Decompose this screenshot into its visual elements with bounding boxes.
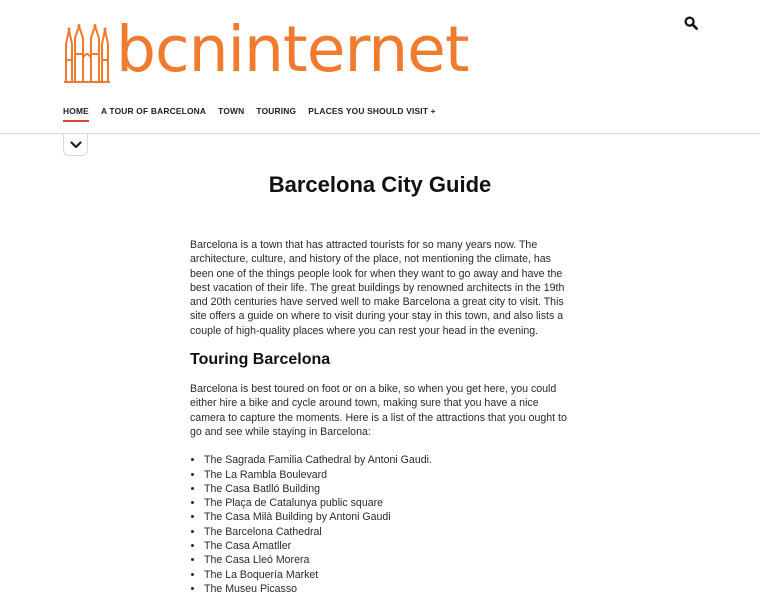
nav-item-places-you-should-visit[interactable]: PLACES YOU SHOULD VISIT +: [308, 106, 436, 116]
list-item: • The Casa Batlló Building: [204, 482, 570, 496]
header-divider: [0, 133, 760, 134]
search-icon: [684, 16, 698, 30]
list-item: • The Barcelona Cathedral: [204, 525, 570, 539]
main-nav: [63, 106, 436, 122]
list-item: • The Sagrada Familia Cathedral by Antoni Gaudi.: [204, 453, 570, 467]
chevron-down-icon: [70, 141, 82, 149]
nav-item-a-tour-of-barcelona[interactable]: A TOUR OF BARCELONA: [100, 106, 207, 116]
sagrada-familia-icon: [62, 24, 112, 84]
nav-item-home[interactable]: HOME: [63, 106, 89, 122]
section-paragraph: Barcelona is best toured on foot or on a bike, so when you get here, you could either hire a bike and cycle around town, making sure that you have a nice camera to capture the moments. Here is a list of the attractions that you ought to go and see while staying in Barcelona:: [190, 383, 567, 438]
header-toggle-button[interactable]: [63, 134, 88, 156]
list-item: • The Casa Lleó Morera: [204, 553, 570, 567]
site-logo[interactable]: [62, 13, 469, 86]
site-header: [0, 0, 760, 134]
section-heading: Touring Barcelona: [190, 351, 331, 369]
list-item: • The Casa Milà Building by Antoni Gaudi: [204, 510, 570, 524]
list-item: • The Museu Picasso: [204, 582, 570, 596]
site-logo-text: bcninternet: [116, 13, 469, 86]
intro-paragraph: Barcelona is a town that has attracted tourists for so many years now. The architecture, culture, and history of the place, not mentioning the climate, has been one of the things people look for when they want to go away and have the best vacation of their life. The great buildings by renowned architects in the 19th and 20th centuries have served well to make Barcelona a great city to visit. This site offers a guide on where to visit during your stay in this town, and also lists a couple of high-quality places where you can rest your head in the evening.: [190, 239, 565, 337]
page-title: Barcelona City Guide: [268, 172, 492, 197]
search-button[interactable]: [684, 16, 700, 32]
list-item: • The Casa Amatller: [204, 539, 570, 553]
list-item: • The La Boquería Market: [204, 568, 570, 582]
nav-item-town[interactable]: TOWN: [218, 106, 245, 116]
attractions-list: [190, 453, 570, 596]
list-item: • The La Rambla Boulevard: [204, 468, 570, 482]
list-item: • The Plaça de Catalunya public square: [204, 496, 570, 510]
nav-item-touring[interactable]: TOURING: [256, 106, 297, 116]
article-content: [190, 238, 570, 596]
